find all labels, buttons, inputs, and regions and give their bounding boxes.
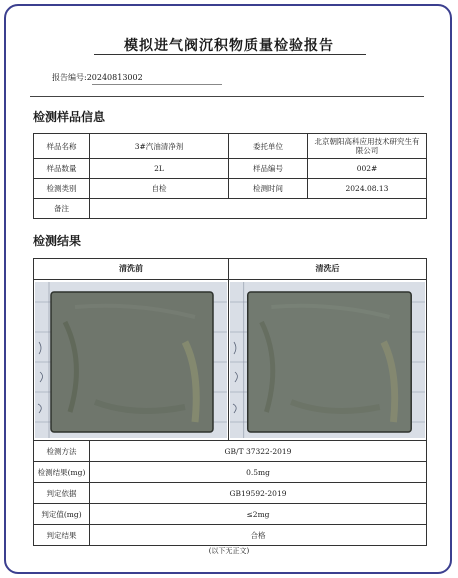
cell-value: GB/T 37322-2019 <box>90 441 427 462</box>
cell-label: 样品数量 <box>34 159 90 179</box>
cell-value: 3#汽油清净剂 <box>90 134 229 159</box>
header-before: 清洗前 <box>34 259 229 280</box>
cell-value: 自检 <box>90 179 229 199</box>
cell-value <box>90 199 427 219</box>
section-title-results: 检测结果 <box>33 234 82 248</box>
cell-value: 002# <box>308 159 427 179</box>
cell-label: 判定结果 <box>34 525 90 546</box>
cell-label: 样品名称 <box>34 134 90 159</box>
sample-info-table <box>33 133 427 219</box>
table-header-row <box>34 259 427 280</box>
cell-label: 委托单位 <box>229 134 308 159</box>
table-row <box>34 199 427 219</box>
table-row <box>34 441 427 462</box>
table-row <box>34 159 427 179</box>
end-of-text-note: (以下无正文) <box>208 547 250 555</box>
results-table <box>33 258 427 546</box>
cell-value: 2L <box>90 159 229 179</box>
cell-value: GB19592-2019 <box>90 483 427 504</box>
table-row <box>34 134 427 159</box>
report-title: 模拟进气阀沉积物质量检验报告 <box>124 38 334 54</box>
plate-before-photo <box>35 282 227 438</box>
cell-label: 检测类别 <box>34 179 90 199</box>
cell-value: 0.5mg <box>90 462 427 483</box>
cell-label: 检测方法 <box>34 441 90 462</box>
cell-value: ≤2mg <box>90 504 427 525</box>
report-number: 报告编号:20240813002 <box>52 73 143 82</box>
header-after: 清洗后 <box>229 259 427 280</box>
table-row <box>34 462 427 483</box>
photo-after-cell <box>229 280 427 441</box>
cell-label: 备注 <box>34 199 90 219</box>
table-row <box>34 504 427 525</box>
plate-after-photo <box>230 282 425 438</box>
cell-label: 检测时间 <box>229 179 308 199</box>
section-title-sample-info: 检测样品信息 <box>33 110 106 124</box>
cell-label: 检测结果(mg) <box>34 462 90 483</box>
table-row <box>34 483 427 504</box>
report-number-underline <box>92 84 222 85</box>
cell-label: 样品编号 <box>229 159 308 179</box>
cell-value: 北京朝阳高科应用技术研究生有限公司 <box>308 134 427 159</box>
title-underline <box>94 54 366 55</box>
cell-value: 合格 <box>90 525 427 546</box>
cell-value: 2024.08.13 <box>308 179 427 199</box>
cell-label: 判定依据 <box>34 483 90 504</box>
table-row <box>34 179 427 199</box>
header-divider <box>30 96 424 97</box>
photo-before-cell <box>34 280 229 441</box>
table-row <box>34 525 427 546</box>
cell-label: 判定值(mg) <box>34 504 90 525</box>
photo-row <box>34 280 427 441</box>
